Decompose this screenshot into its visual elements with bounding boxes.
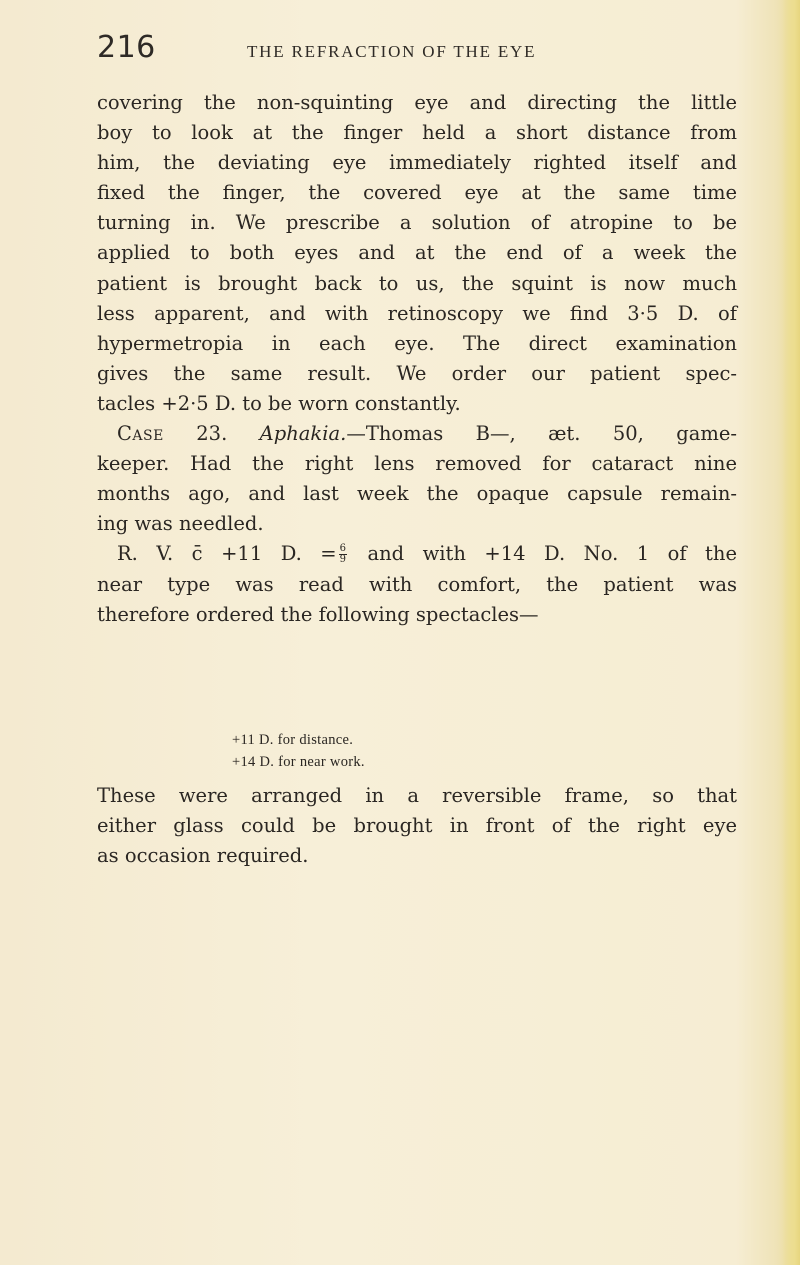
text-line: him, the deviating eye immediately righted itself and bbox=[97, 151, 737, 175]
visual-acuity-suffix: and with +14 D. No. 1 of the bbox=[367, 542, 737, 566]
text-line: fixed the finger, the covered eye at the same time bbox=[97, 181, 737, 205]
running-title: THE REFRACTION OF THE EYE bbox=[247, 42, 537, 61]
paragraph-3 bbox=[97, 781, 737, 871]
text-line: gives the same result. We order our patient spec- bbox=[97, 361, 737, 385]
page-header bbox=[97, 30, 737, 70]
text-line: turning in. We prescribe a solution of atropine to be bbox=[97, 211, 737, 235]
acuity-fraction bbox=[339, 544, 347, 565]
case-heading-line bbox=[97, 419, 737, 449]
text-line: boy to look at the finger held a short distance from bbox=[97, 121, 737, 145]
text-line: near type was read with comfort, the patient was bbox=[97, 572, 737, 596]
case-label: Case bbox=[117, 422, 164, 446]
case-number: 23. bbox=[196, 422, 228, 446]
visual-acuity-prefix: R. V. c̄ +11 D. = bbox=[117, 542, 337, 566]
text-line: These were arranged in a reversible frame, so that bbox=[97, 784, 737, 807]
prescription-near: +14 D. for near work. bbox=[232, 754, 365, 770]
text-line: as occasion required. bbox=[97, 844, 309, 868]
fraction-denominator: 9 bbox=[339, 554, 347, 566]
text-line: covering the non-squinting eye and directing the little bbox=[97, 91, 737, 114]
fraction-numerator: 6 bbox=[339, 543, 347, 555]
case-heading-rest: —Thomas B—, æt. 50, game- bbox=[346, 422, 737, 446]
text-line: hypermetropia in each eye. The direct examination bbox=[97, 331, 737, 355]
text-line: ing was needled. bbox=[97, 512, 264, 536]
text-line: applied to both eyes and at the end of a week the bbox=[97, 241, 737, 265]
visual-acuity-line bbox=[97, 539, 737, 569]
text-line: keeper. Had the right lens removed for cataract nine bbox=[97, 452, 737, 476]
text-line: patient is brought back to us, the squint is now much bbox=[97, 271, 737, 295]
prescription-block bbox=[232, 729, 365, 773]
page-edge-shading bbox=[782, 0, 800, 1265]
text-line: less apparent, and with retinoscopy we find 3·5 D. of bbox=[97, 301, 737, 325]
text-line: tacles +2·5 D. to be worn constantly. bbox=[97, 391, 461, 415]
text-line: either glass could be brought in front of the right eye bbox=[97, 814, 737, 838]
text-line: months ago, and last week the opaque capsule remain- bbox=[97, 482, 737, 506]
page-number: 216 bbox=[97, 30, 156, 65]
paragraph-1 bbox=[97, 88, 737, 630]
case-title: Aphakia. bbox=[259, 422, 347, 446]
text-line: therefore ordered the following spectacles— bbox=[97, 602, 539, 626]
prescription-distance: +11 D. for distance. bbox=[232, 732, 354, 748]
